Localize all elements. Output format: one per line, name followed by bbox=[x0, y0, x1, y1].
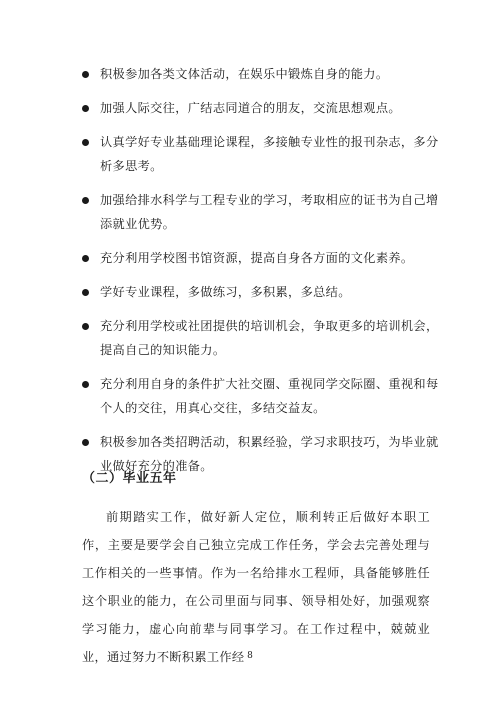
list-item-text: 充分利用学校或社团提供的培训机会，争取更多的培训机会，提高自己的知识能力。 bbox=[100, 319, 439, 357]
list-item bbox=[82, 246, 442, 270]
list-item bbox=[82, 372, 442, 420]
list-item bbox=[82, 62, 442, 86]
bullet-icon bbox=[82, 197, 89, 204]
list-item bbox=[82, 130, 442, 178]
list-item bbox=[82, 314, 442, 362]
list-item-text: 充分利用自身的条件扩大社交圈、重视同学交际圈、重视和每个人的交往，用真心交往，多结交益友。 bbox=[100, 377, 439, 415]
bullet-icon bbox=[82, 439, 89, 446]
bullet-icon bbox=[82, 323, 89, 330]
bullet-list bbox=[82, 62, 442, 488]
list-item bbox=[82, 96, 442, 120]
section-heading: （二）毕业五年 bbox=[82, 471, 177, 486]
list-item-text: 充分利用学校图书馆资源，提高自身各方面的文化素养。 bbox=[100, 251, 414, 265]
list-item-text: 认真学好专业基础理论课程，多接触专业性的报刊杂志，多分析多思考。 bbox=[100, 135, 439, 173]
bullet-icon bbox=[82, 381, 89, 388]
list-item bbox=[82, 280, 442, 304]
list-item-text: 积极参加各类招聘活动，积累经验，学习求职技巧，为毕业就业做好充分的准备。 bbox=[100, 435, 439, 473]
list-item-text: 加强给排水科学与工程专业的学习，考取相应的证书为自己增添就业优势。 bbox=[100, 193, 439, 231]
bullet-icon bbox=[82, 289, 89, 296]
list-item-text: 积极参加各类文体活动，在娱乐中锻炼自身的能力。 bbox=[100, 67, 389, 81]
list-item-text: 学好专业课程，多做练习，多积累，多总结。 bbox=[100, 285, 351, 299]
bullet-icon bbox=[82, 105, 89, 112]
list-item-text: 加强人际交往，广结志同道合的朋友，交流思想观点。 bbox=[100, 101, 401, 115]
list-item bbox=[82, 188, 442, 236]
bullet-icon bbox=[82, 255, 89, 262]
page-number: 8 bbox=[247, 651, 253, 661]
body-paragraph: 前期踏实工作，做好新人定位，顺利转正后做好本职工作，主要是要学会自己独立完成工作任务，学会去完善处理与工作相关的一些事情。作为一名给排水工程师，具备能够胜任这个职业的能力，在公司里面与同事、领导相处好，加强观察学习能力，虚心向前辈与同事学习。在工作过程中，兢兢业业，通过努力不断积累工作经 bbox=[82, 510, 430, 664]
bullet-icon bbox=[82, 71, 89, 78]
bullet-icon bbox=[82, 139, 89, 146]
